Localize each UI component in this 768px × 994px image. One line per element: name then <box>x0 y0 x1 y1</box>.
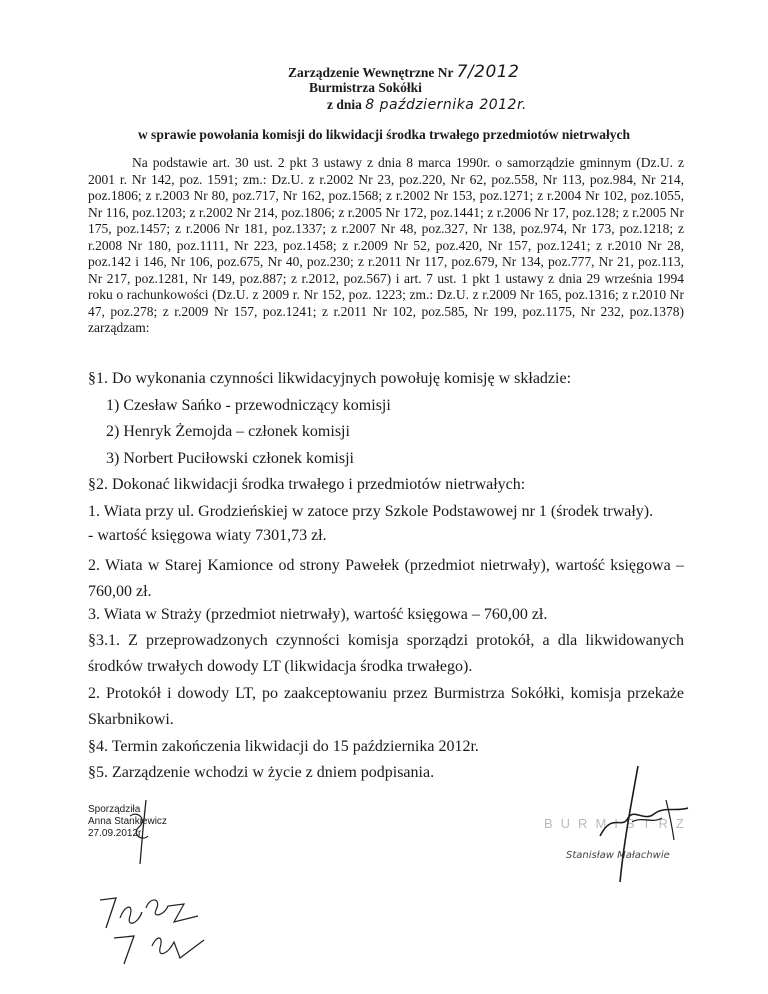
section-5: §5. Zarządzenie wchodzi w życie z dniem podpisania. <box>88 764 435 781</box>
handwritten-date: 8 października 2012r. <box>365 97 527 113</box>
handwritten-number: 7/2012 <box>456 62 520 82</box>
liquidation-item-2: 2. Wiata w Starej Kamionce od strony Pawełek (przedmiot nietrwały), wartość księgowa – 760,00 zł. <box>88 557 684 600</box>
section-3-paragraph-2: 2. Protokół i dowody LT, po zaakceptowaniu przez Burmistrza Sokółki, komisja przekaże Skarbnikowi. <box>88 685 684 728</box>
committee-member: 3) Norbert Puciłowski członek komisji <box>106 450 354 467</box>
mayor-stamp-title: BURMISTRZ <box>544 816 692 831</box>
issuer: Burmistrza Sokółki <box>309 80 422 95</box>
title-prefix: Zarządzenie Wewnętrzne Nr <box>288 65 454 80</box>
document-subject: w sprawie powołania komisji do likwidacji środka trwałego przedmiotów nietrwałych <box>137 127 631 142</box>
document-title <box>288 62 519 82</box>
prepared-by-name: Anna Stankiewicz <box>88 816 167 827</box>
liquidation-item-1: 1. Wiata przy ul. Grodzieńskiej w zatoce przy Szkole Podstawowej nr 1 (środek trwały). <box>88 503 654 520</box>
section-2-intro: §2. Dokonać likwidacji środka trwałego i przedmiotów nietrwałych: <box>88 476 526 493</box>
section-4: §4. Termin zakończenia likwidacji do 15 października 2012r. <box>88 738 479 755</box>
prepared-by-date: 27.09.2012r <box>88 828 142 839</box>
section-3-paragraph-1: §3.1. Z przeprowadzonych czynności komisja sporządzi protokół, a dla likwidowanych środków trwałych dowody LT (likwidacja środka trwałego). <box>88 632 684 675</box>
handwritten-note <box>94 888 98 889</box>
date-prefix: z dnia <box>327 97 362 112</box>
legal-basis-paragraph: Na podstawie art. 30 ust. 2 pkt 3 ustawy z dnia 8 marca 1990r. o samorządzie gminnym (Dz.U. z 2001 r. Nr 142, poz. 1591; zm.: Dz.U. z r.2002 Nr 23, poz.220, Nr 62, poz.558, Nr 113, poz.984, Nr 214, poz.1806; z r.2003 Nr 80, poz.717, Nr 162, poz.1568; z r.2002 Nr 153, poz.1271; z r.2004 Nr 102, poz.1055, Nr 116, poz.1203; z r.2002 Nr 214, poz.1806; z r.2005 Nr 172, poz.1441; z r.2006 Nr 17, poz.128; z r.2005 Nr 175, poz.1457; z r.2006 Nr 181, poz.1337; z r.2007 Nr 48, poz.327, Nr 138, poz.974, Nr 173, poz.1218; z r.2008 Nr 180, poz.1111, Nr 223, poz.1458; z r.2009 Nr 52, poz.420, Nr 157, poz.1241; z r.2010 Nr 28, poz.142 i 146, Nr 106, poz.675, Nr 40, poz.230; z r.2011 Nr 117, poz.679, Nr 134, poz.777, Nr 21, poz.113, Nr 217, poz.1281, Nr 149, poz.887; z r.2012, poz.567) i art. 7 ust. 1 pkt 1 ustawy z dnia 29 września 1994 roku o rachunkowości (Dz.U. z 2009 r. Nr 152, poz. 1223; zm.: Dz.U. z r.2009 Nr 165, poz.1316; z r.2010 Nr 47, poz.278; z r.2009 Nr 157, poz.1241; z r.2011 Nr 102, poz.585, Nr 199, poz.1175, Nr 232, poz.1378) zarządzam: <box>88 155 684 335</box>
prepared-by-label: Sporządziła <box>88 804 141 815</box>
section-1-intro: §1. Do wykonania czynności likwidacyjnych powołuję komisję w składzie: <box>88 370 572 387</box>
mayor-stamp-name: Stanisław Małachwie <box>566 850 670 861</box>
document-date <box>327 97 527 113</box>
mayor-signature-icon <box>592 760 702 890</box>
liquidation-item-3: 3. Wiata w Straży (przedmiot nietrwały), wartość księgowa – 760,00 zł. <box>88 606 548 623</box>
committee-member: 2) Henryk Żemojda – członek komisji <box>106 423 350 440</box>
initials-signature-icon <box>118 798 158 868</box>
committee-member: 1) Czesław Sańko - przewodniczący komisji <box>106 397 391 414</box>
liquidation-item-1-value: - wartość księgowa wiaty 7301,73 zł. <box>88 527 327 544</box>
handwritten-note-icon <box>94 888 224 968</box>
